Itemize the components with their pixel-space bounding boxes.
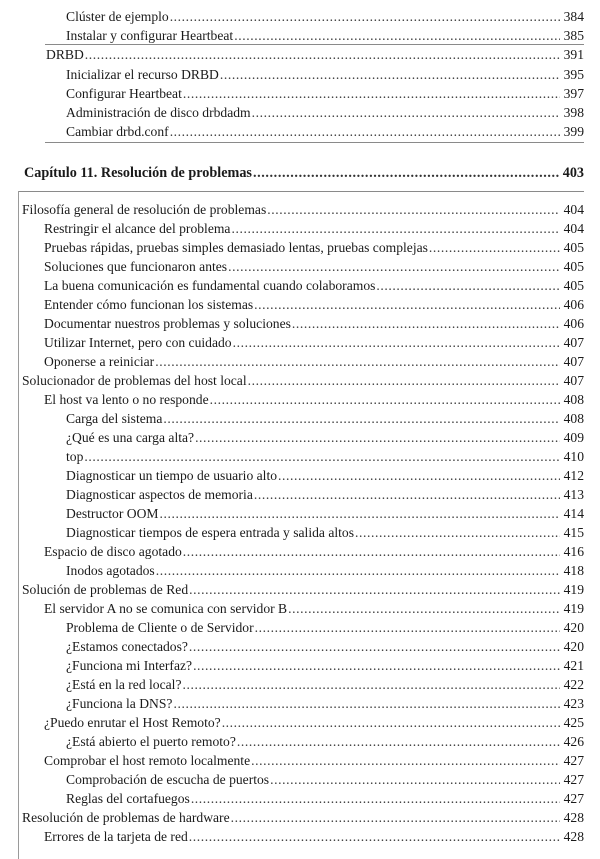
toc-entry-label: Documentar nuestros problemas y soluciones [44, 316, 291, 331]
toc-entry[interactable] [46, 47, 584, 63]
dot-leader [253, 165, 560, 181]
toc-entry-label: Resolución de problemas de hardware [22, 810, 230, 825]
toc-entry[interactable] [66, 124, 584, 140]
toc-entry[interactable] [66, 411, 584, 427]
toc-entry-label: Entender cómo funcionan los sistemas [44, 297, 254, 312]
dot-leader [231, 221, 560, 237]
dot-leader [376, 278, 560, 294]
toc-entry-page: 422 [563, 677, 584, 692]
toc-entry-label: Solucionador de problemas del host local [22, 373, 247, 388]
toc-entry[interactable] [66, 28, 584, 44]
toc-entry-page: 404 [563, 202, 584, 217]
toc-entry-page: 398 [563, 105, 584, 120]
toc-entry[interactable] [66, 449, 584, 465]
toc-entry-page: 423 [563, 696, 584, 711]
toc-entry-label: Problema de Cliente o de Servidor [66, 620, 254, 635]
toc-entry[interactable] [44, 753, 584, 769]
toc-entry-page: 419 [563, 582, 584, 597]
toc-entry[interactable] [44, 259, 584, 275]
toc-entry-page: 384 [563, 9, 584, 24]
toc-entry-label: Instalar y configurar Heartbeat [66, 28, 234, 43]
toc-entry-page: 425 [563, 715, 584, 730]
dot-leader [252, 105, 560, 121]
toc-entry-label: Filosofía general de resolución de problemas [22, 202, 267, 217]
dot-leader [183, 544, 560, 560]
toc-entry-page: 405 [563, 240, 584, 255]
toc-entry-page: 428 [563, 810, 584, 825]
toc-entry[interactable] [66, 677, 584, 693]
toc-entry-label: Errores de la tarjeta de red [44, 829, 188, 844]
toc-entry-page: 405 [563, 259, 584, 274]
toc-entry-label: ¿Está en la red local? [66, 677, 182, 692]
toc-entry-label: ¿Estamos conectados? [66, 639, 188, 654]
toc-entry-label: Comprobar el host remoto localmente [44, 753, 251, 768]
toc-entry-label: Soluciones que funcionaron antes [44, 259, 228, 274]
toc-entry-page: 408 [563, 392, 584, 407]
toc-entry-label: Diagnosticar un tiempo de usuario alto [66, 468, 278, 483]
chapter-title: Capítulo 11. Resolución de problemas [24, 165, 252, 181]
toc-entry[interactable] [22, 582, 584, 598]
toc-entry[interactable] [44, 715, 584, 731]
table-top-border [18, 191, 584, 192]
toc-entry-page: 399 [563, 124, 584, 139]
toc-entry[interactable] [44, 316, 584, 332]
toc-entry-page: 404 [563, 221, 584, 236]
dot-leader [278, 468, 560, 484]
dot-leader [85, 47, 560, 63]
dot-leader [170, 9, 560, 25]
toc-entry[interactable] [44, 297, 584, 313]
toc-entry-label: Utilizar Internet, pero con cuidado [44, 335, 232, 350]
toc-entry-page: 391 [563, 47, 584, 62]
toc-entry-page: 407 [563, 373, 584, 388]
chapter-page: 403 [562, 165, 584, 181]
dot-leader [189, 829, 560, 845]
dot-leader [189, 639, 560, 655]
dot-leader [233, 335, 560, 351]
toc-entry-page: 418 [563, 563, 584, 578]
toc-entry-page: 407 [563, 335, 584, 350]
toc-entry-label: Espacio de disco agotado [44, 544, 182, 559]
dot-leader [156, 563, 560, 579]
toc-entry-page: 427 [563, 791, 584, 806]
toc-entry[interactable] [66, 67, 584, 83]
dot-leader [195, 430, 560, 446]
dot-leader [191, 791, 560, 807]
dot-leader [193, 658, 560, 674]
dot-leader [84, 449, 560, 465]
toc-entry[interactable] [66, 525, 584, 541]
toc-entry-label: top [66, 449, 84, 464]
toc-entry[interactable] [66, 791, 584, 807]
toc-entry-label: Configurar Heartbeat [66, 86, 182, 101]
dot-leader [254, 297, 560, 313]
dot-leader [189, 582, 560, 598]
section-divider [45, 142, 584, 143]
toc-entry-page: 397 [563, 86, 584, 101]
toc-entry-page: 407 [563, 354, 584, 369]
dot-leader [170, 124, 560, 140]
toc-entry-label: Restringir el alcance del problema [44, 221, 231, 236]
toc-entry-page: 406 [563, 316, 584, 331]
toc-entry[interactable] [66, 9, 584, 25]
toc-entry[interactable] [44, 544, 584, 560]
toc-entry[interactable] [66, 639, 584, 655]
toc-entry[interactable] [66, 734, 584, 750]
toc-entry[interactable] [66, 468, 584, 484]
toc-entry[interactable] [66, 430, 584, 446]
dot-leader [237, 734, 560, 750]
toc-entry[interactable] [66, 86, 584, 102]
toc-entry[interactable] [44, 240, 584, 256]
toc-entry[interactable] [44, 335, 584, 351]
toc-entry-label: Solución de problemas de Red [22, 582, 189, 597]
toc-entry[interactable] [44, 354, 584, 370]
dot-leader [355, 525, 560, 541]
toc-entry[interactable] [44, 278, 584, 294]
toc-entry-label: Diagnosticar tiempos de espera entrada y salida altos [66, 525, 355, 540]
toc-entry-page: 395 [563, 67, 584, 82]
toc-entry-page: 413 [563, 487, 584, 502]
dot-leader [231, 810, 560, 826]
toc-entry-label: Oponerse a reiniciar [44, 354, 155, 369]
dot-leader [292, 316, 560, 332]
toc-entry-label: Reglas del cortafuegos [66, 791, 190, 806]
toc-entry-label: DRBD [46, 47, 84, 62]
toc-entry-label: Comprobación de escucha de puertos [66, 772, 270, 787]
dot-leader [155, 354, 560, 370]
table-left-border [18, 191, 19, 859]
toc-entry-page: 428 [563, 829, 584, 844]
dot-leader [182, 677, 560, 693]
toc-entry-label: Diagnosticar aspectos de memoria [66, 487, 253, 502]
dot-leader [255, 620, 560, 636]
dot-leader [160, 506, 561, 522]
dot-leader [254, 487, 560, 503]
toc-entry[interactable] [66, 620, 584, 636]
toc-entry[interactable] [66, 105, 584, 121]
toc-entry[interactable] [44, 601, 584, 617]
toc-entry[interactable] [66, 506, 584, 522]
toc-entry-label: ¿Funciona la DNS? [66, 696, 173, 711]
dot-leader [288, 601, 560, 617]
toc-entry-page: 420 [563, 620, 584, 635]
toc-entry-page: 426 [563, 734, 584, 749]
row-divider [45, 44, 584, 45]
toc-entry[interactable] [66, 696, 584, 712]
toc-entry[interactable] [44, 392, 584, 408]
dot-leader [222, 715, 560, 731]
dot-leader [267, 202, 560, 218]
toc-entry-page: 427 [563, 753, 584, 768]
toc-entry[interactable] [66, 658, 584, 674]
toc-entry-page: 421 [563, 658, 584, 673]
toc-entry-label: El servidor A no se comunica con servidor B [44, 601, 288, 616]
toc-entry-page: 420 [563, 639, 584, 654]
toc-entry-label: ¿Qué es una carga alta? [66, 430, 195, 445]
dot-leader [251, 753, 560, 769]
toc-entry-label: Clúster de ejemplo [66, 9, 169, 24]
toc-entry-label: La buena comunicación es fundamental cuando colaboramos [44, 278, 376, 293]
toc-entry-label: ¿Funciona mi Interfaz? [66, 658, 193, 673]
toc-entry[interactable] [66, 563, 584, 579]
toc-entry-label: ¿Puedo enrutar el Host Remoto? [44, 715, 221, 730]
dot-leader [248, 373, 560, 389]
dot-leader [429, 240, 560, 256]
toc-entry[interactable] [44, 221, 584, 237]
dot-leader [183, 86, 560, 102]
toc-entry-page: 405 [563, 278, 584, 293]
toc-entry-page: 385 [563, 28, 584, 43]
toc-entry[interactable] [66, 772, 584, 788]
toc-entry-page: 415 [563, 525, 584, 540]
toc-entry-page: 406 [563, 297, 584, 312]
toc-entry[interactable] [22, 810, 584, 826]
dot-leader [228, 259, 560, 275]
toc-entry[interactable] [66, 487, 584, 503]
dot-leader [210, 392, 560, 408]
toc-entry-label: Pruebas rápidas, pruebas simples demasiado lentas, pruebas complejas [44, 240, 428, 255]
toc-entry-label: El host va lento o no responde [44, 392, 209, 407]
toc-entry-label: Inodos agotados [66, 563, 155, 578]
dot-leader [173, 696, 560, 712]
dot-leader [270, 772, 560, 788]
toc-entry[interactable] [22, 202, 584, 218]
toc-entry-page: 416 [563, 544, 584, 559]
toc-entry-label: Administración de disco drbdadm [66, 105, 251, 120]
toc-entry-page: 410 [563, 449, 584, 464]
chapter-heading[interactable] [24, 165, 584, 181]
dot-leader [234, 28, 560, 44]
toc-entry-page: 427 [563, 772, 584, 787]
dot-leader [220, 67, 560, 83]
toc-entry-page: 408 [563, 411, 584, 426]
toc-entry-page: 419 [563, 601, 584, 616]
toc-entry-label: Cambiar drbd.conf [66, 124, 169, 139]
toc-entry-label: Carga del sistema [66, 411, 163, 426]
toc-entry-page: 409 [563, 430, 584, 445]
dot-leader [163, 411, 560, 427]
toc-entry-label: Inicializar el recurso DRBD [66, 67, 219, 82]
toc-entry-label: ¿Está abierto el puerto remoto? [66, 734, 236, 749]
toc-entry-page: 412 [563, 468, 584, 483]
toc-entry-label: Destructor OOM [66, 506, 159, 521]
toc-entry[interactable] [22, 373, 584, 389]
toc-entry-page: 414 [563, 506, 584, 521]
toc-entry[interactable] [44, 829, 584, 845]
